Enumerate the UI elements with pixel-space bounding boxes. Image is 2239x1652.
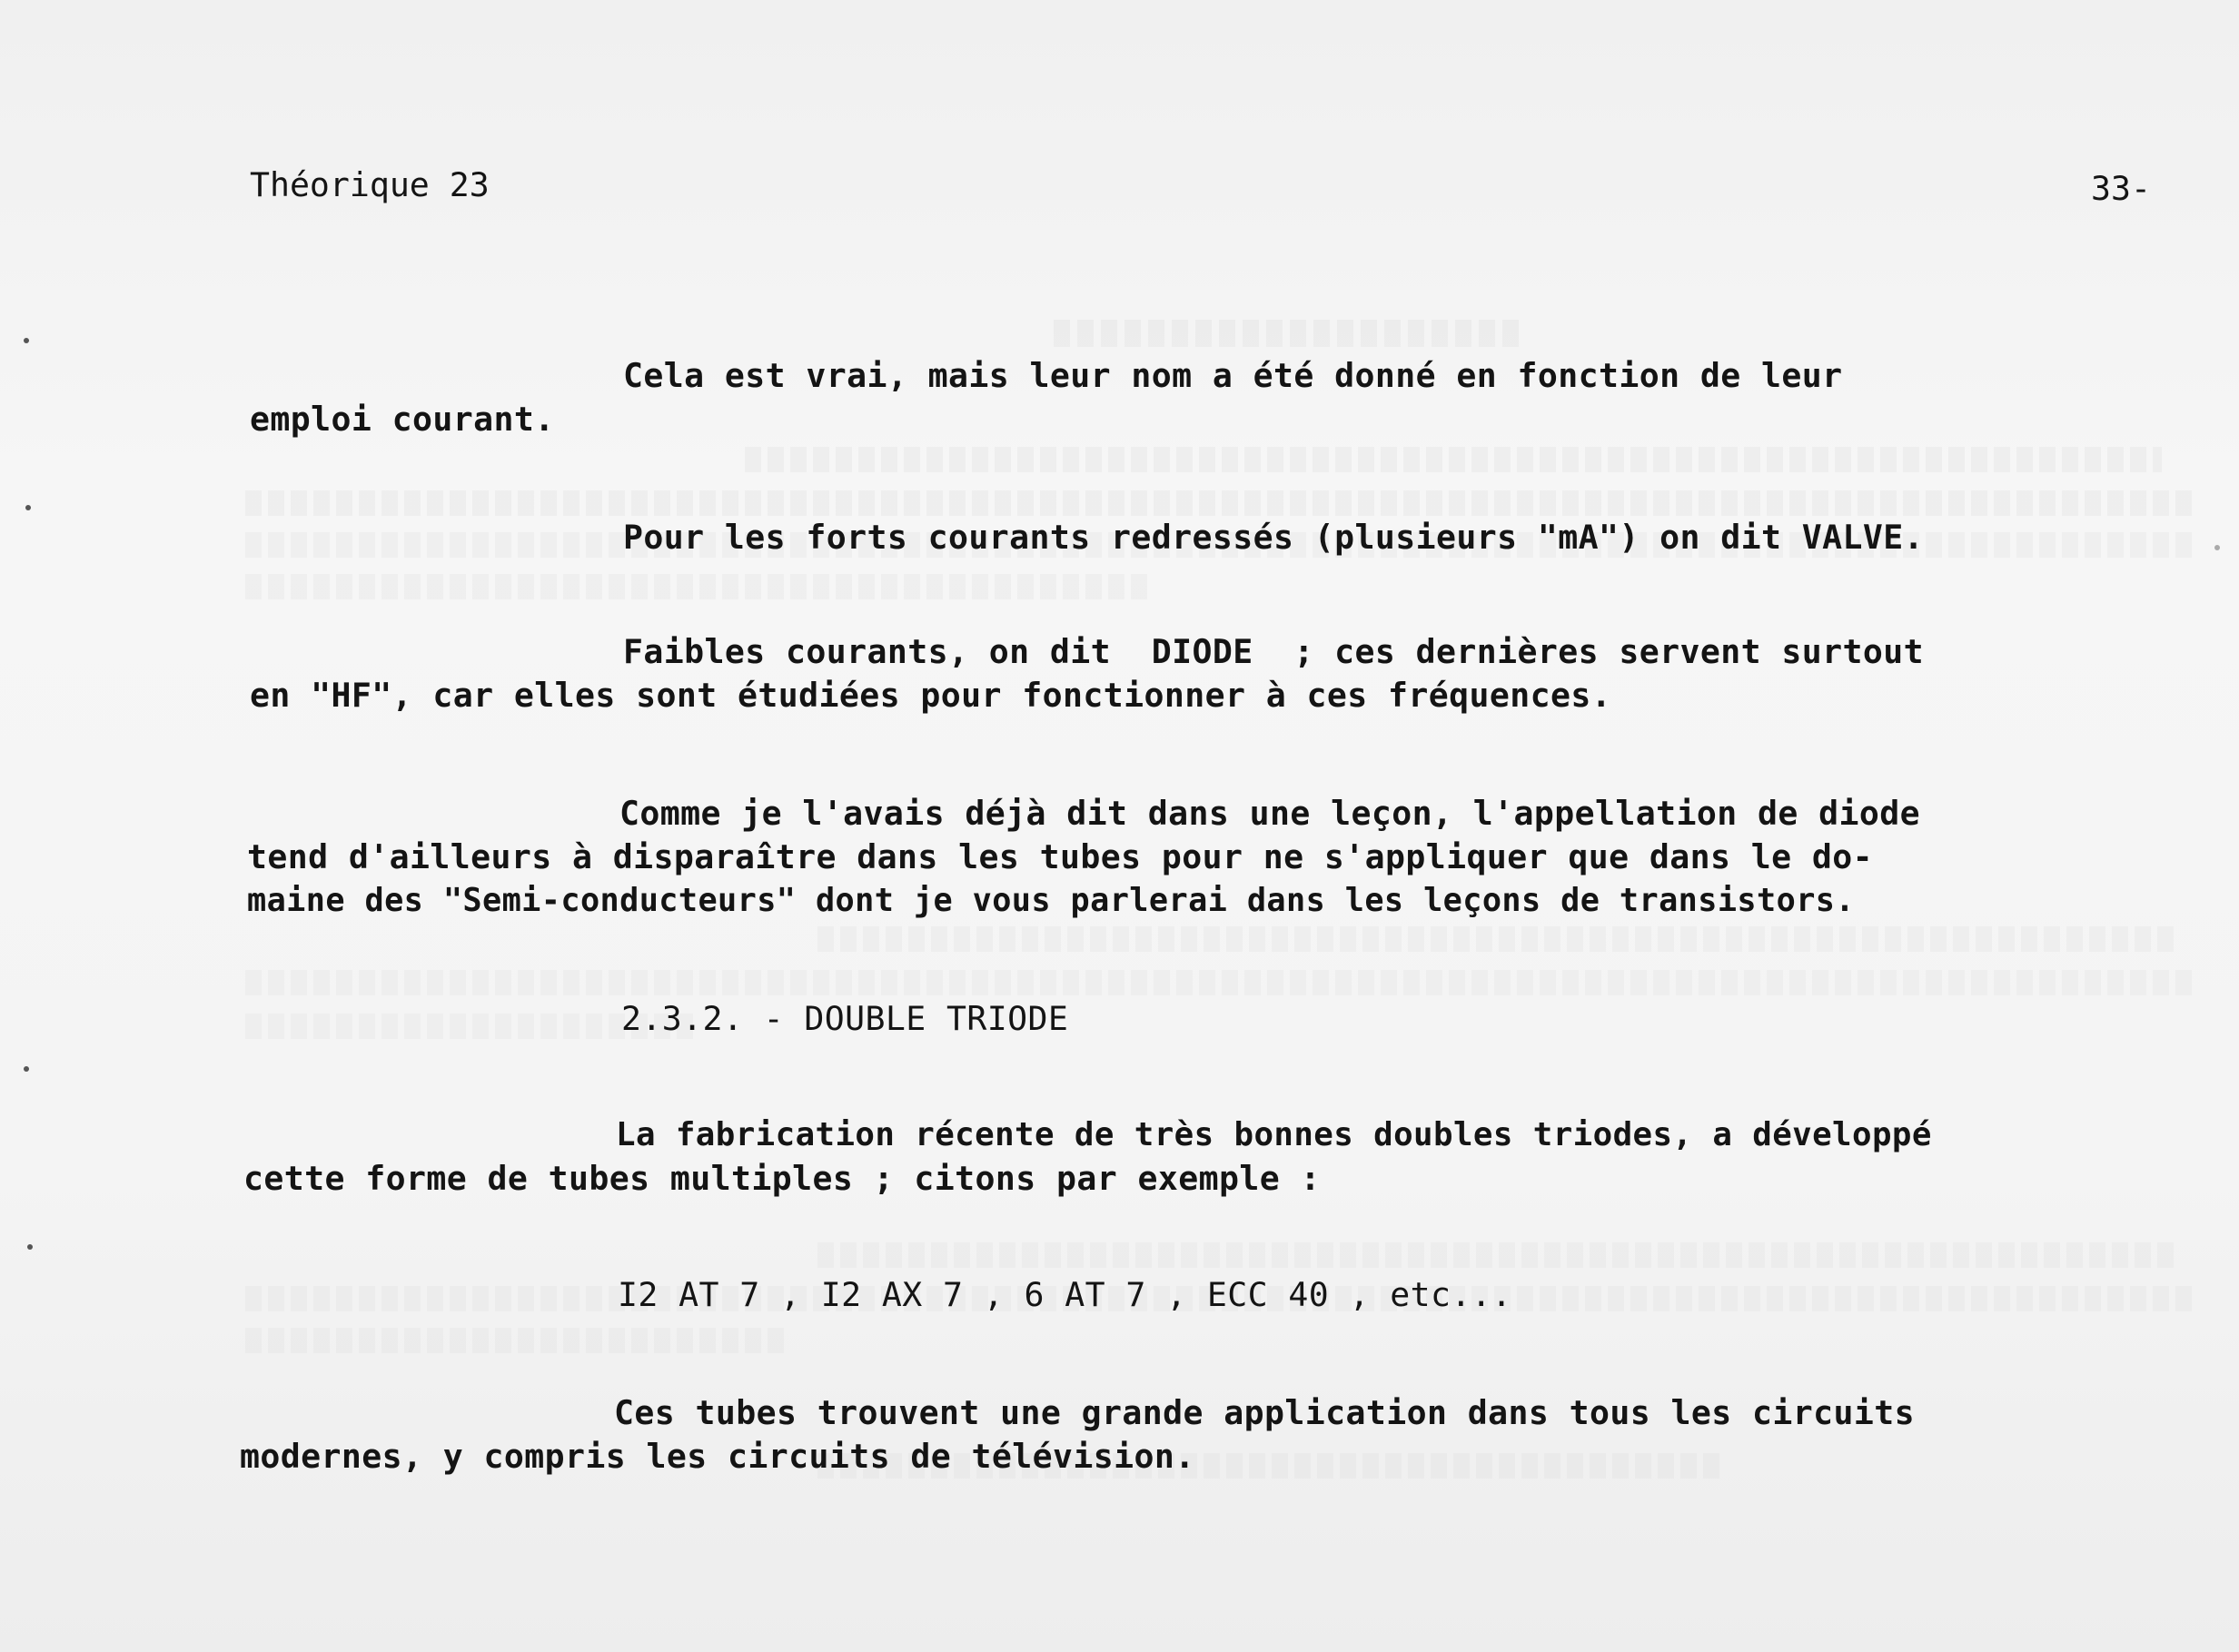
- page-number: 33-: [2091, 169, 2151, 208]
- paragraph-line: en "HF", car elles sont étudiées pour fonctionner à ces fréquences.: [250, 676, 1612, 715]
- paragraph-line: Cela est vrai, mais leur nom a été donné en fonction de leur: [623, 356, 1843, 395]
- paragraph-line: La fabrication récente de très bonnes doubles triodes, a développé: [616, 1116, 1932, 1153]
- tube-list: I2 AT 7 , I2 AX 7 , 6 AT 7 , ECC 40 , etc...: [618, 1275, 1512, 1314]
- margin-speck: [25, 505, 31, 510]
- header-left: Théorique 23: [250, 165, 490, 204]
- paragraph-line: tend d'ailleurs à disparaître dans les tubes pour ne s'appliquer que dans le do-: [247, 837, 1873, 876]
- margin-speck: [2214, 545, 2220, 550]
- paragraph-line: Ces tubes trouvent une grande application dans tous les circuits: [614, 1393, 1915, 1432]
- margin-speck: [27, 1244, 33, 1250]
- paragraph-line: cette forme de tubes multiples ; citons par exemple :: [243, 1159, 1321, 1198]
- paragraph-line: Comme je l'avais déjà dit dans une leçon, l'appellation de diode: [619, 794, 1920, 833]
- section-heading: 2.3.2. - DOUBLE TRIODE: [621, 999, 1069, 1038]
- paragraph-line: Pour les forts courants redressés (plusieurs "mA") on dit VALVE.: [623, 518, 1924, 557]
- paragraph-line: modernes, y compris les circuits de télévision.: [240, 1437, 1195, 1476]
- margin-speck: [24, 338, 29, 343]
- paragraph-line: Faibles courants, on dit DIODE ; ces dernières servent surtout: [623, 632, 1924, 671]
- margin-speck: [24, 1066, 29, 1072]
- paragraph-line: maine des "Semi-conducteurs" dont je vous parlerai dans les leçons de transistors.: [247, 882, 1855, 919]
- paragraph-line: emploi courant.: [250, 400, 555, 439]
